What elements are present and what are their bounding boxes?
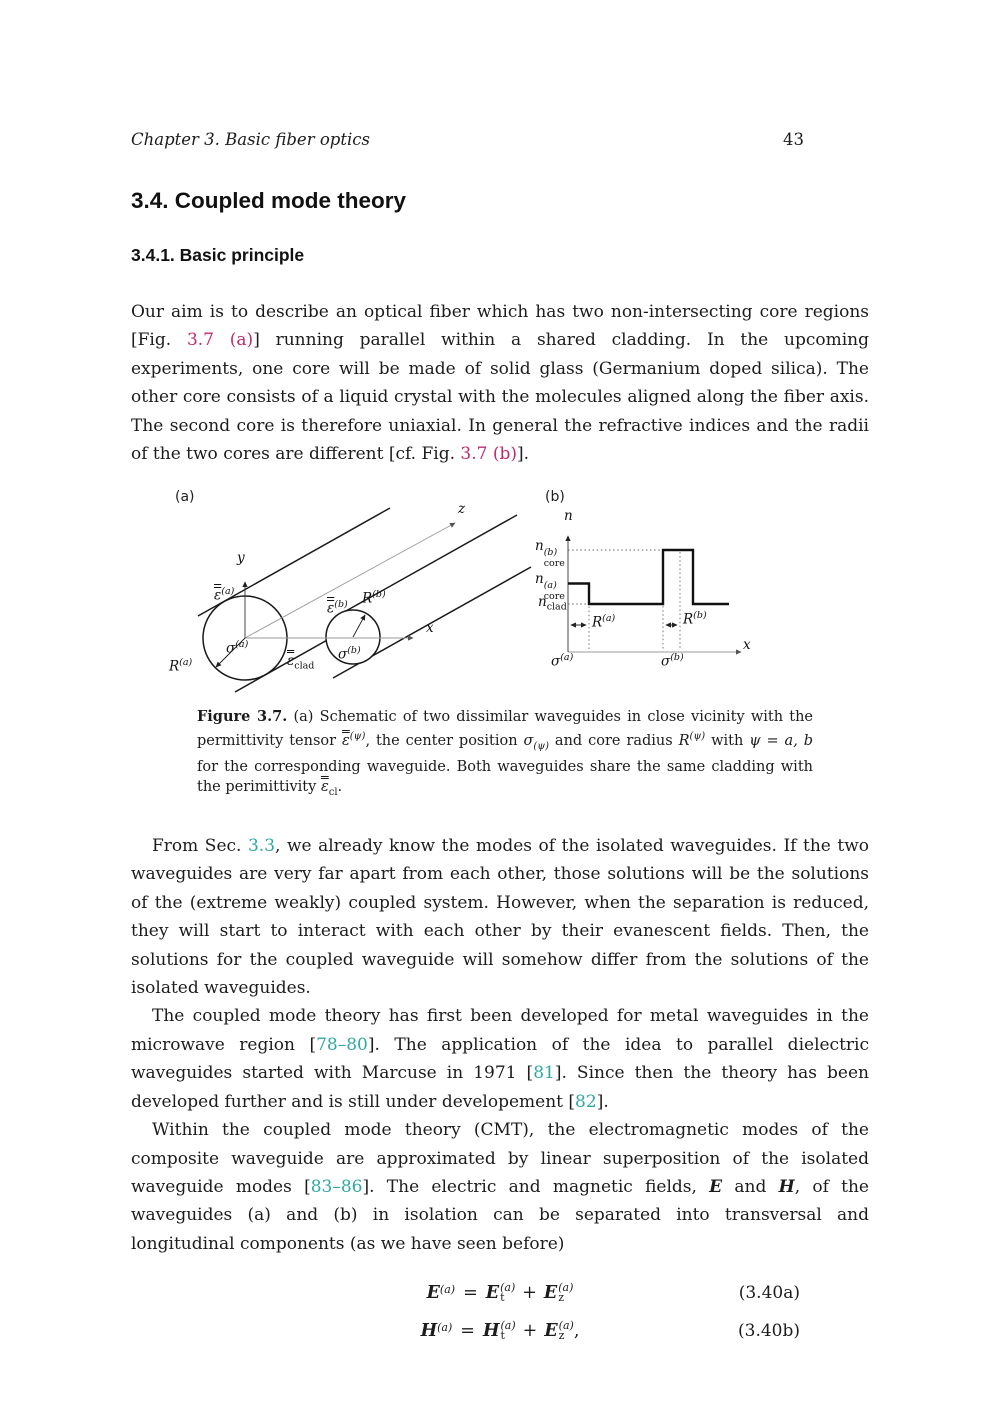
- paragraph-intro: [131, 298, 869, 468]
- epsilon-symbol: ε: [342, 733, 350, 750]
- punctuation: ,: [573, 1321, 580, 1342]
- subfigure-a-tag: (a): [175, 489, 195, 506]
- center-b-label: [338, 646, 361, 662]
- superscript: (a): [437, 1320, 453, 1334]
- text-run: From Sec.: [152, 836, 248, 857]
- epsilon-cl-math: [320, 779, 338, 799]
- caption-label: Figure 3.7.: [197, 708, 288, 726]
- superscript: (a): [500, 1280, 516, 1294]
- sup-sub-stack: [544, 548, 565, 568]
- R-symbol: R: [678, 733, 690, 750]
- text-run: ] running parallel within a shared cladding. In the upcoming experiments, one core will be made of solid glass (Germanium doped silica). The other core consists of a liquid crystal with the molecules aligned along the fiber axis. The second core is therefore uniaxial. In general the refractive indices and the radii of the two cores are different [cf. Fig.: [131, 330, 869, 465]
- n-axis-label: n: [564, 508, 573, 525]
- superscript: (a): [602, 613, 616, 625]
- citation-83-86[interactable]: 83–86: [310, 1176, 363, 1197]
- text-run: , we already know the modes of the isolated waveguides. If the two waveguides are very far apart from each other, those solutions will be the solutions of the (extreme weakly) coupled system. However, when the separation is reduced, they will start to interact with each other by their evanescent fields. Then, the solutions for the coupled waveguide will somehow differ from the solutions of the isolated waveguides.: [131, 836, 869, 999]
- paragraph-history: [131, 1002, 869, 1116]
- sup-sub-stack: [558, 1318, 574, 1343]
- n-symbol: n: [535, 538, 544, 555]
- equation-number: (3.40b): [738, 1321, 800, 1342]
- text-run: Our aim is to describe an optical fiber which has two non-intersecting core regions [Fig.: [131, 302, 869, 351]
- subscript: z: [558, 1329, 565, 1343]
- page-number: 43: [783, 130, 804, 149]
- text-run: ]. Since then the theory has been developed further and is still under developement [: [131, 1063, 869, 1112]
- superscript: (a): [558, 1318, 574, 1332]
- plus-sign: +: [522, 1283, 537, 1304]
- text-run: ]. The application of the idea to parallel dielectric waveguides started with Marcuse in 1971 [: [131, 1034, 869, 1084]
- superscript: (a): [558, 1280, 574, 1294]
- superscript: (a): [543, 580, 557, 592]
- z-axis-label: z: [458, 501, 466, 518]
- superscript: (b): [334, 599, 348, 611]
- R-symbol: R: [362, 590, 373, 607]
- equation-math: [426, 1280, 574, 1305]
- sigma-a-tick-label: [551, 653, 573, 669]
- epsilon-symbol: ε: [320, 779, 329, 796]
- R-symbol: R: [592, 614, 603, 631]
- superscript: (a): [221, 586, 235, 598]
- n-symbol: n: [535, 571, 544, 588]
- superscript: (a): [500, 1318, 516, 1332]
- text-run: for the corresponding waveguide. Both waveguides share the same cladding with the perimittivity: [197, 759, 813, 796]
- section-ref-3-3[interactable]: 3.3: [247, 836, 276, 857]
- figure-ref-3-7b[interactable]: 3.7 (b): [460, 444, 517, 465]
- subscript: core: [543, 557, 565, 569]
- text-run: .: [337, 779, 343, 796]
- equation-3-40b: [131, 1312, 869, 1350]
- subscript: clad: [294, 661, 315, 673]
- cladding-permittivity-label: [287, 655, 314, 671]
- radius-b-extent-label: [683, 611, 707, 627]
- sup-sub-stack: [558, 1280, 574, 1305]
- running-title: Chapter 3. Basic fiber optics: [131, 130, 370, 149]
- plus-sign: +: [522, 1321, 538, 1342]
- x-axis-label: x: [426, 620, 434, 637]
- text-run: and core radius: [549, 733, 679, 750]
- epsilon-symbol: ε: [327, 600, 335, 617]
- n-core-b-tick-label: [535, 540, 565, 568]
- sup-sub-stack: [500, 1280, 516, 1305]
- text-run: ].: [596, 1091, 609, 1112]
- sigma-psi-math: [523, 733, 550, 753]
- subscript: core: [543, 590, 565, 602]
- radius-b-label: [362, 590, 386, 606]
- superscript: (a): [560, 652, 574, 664]
- superscript: (a): [235, 639, 249, 651]
- superscript: (b): [372, 589, 386, 601]
- lhs-symbol: H: [420, 1321, 438, 1342]
- page-header: [131, 130, 869, 152]
- superscript: (b): [347, 645, 361, 657]
- n-symbol: n: [538, 594, 547, 611]
- term-symbol: E: [543, 1283, 558, 1304]
- permittivity-b-label: [327, 600, 348, 616]
- y-axis-label: y: [237, 550, 245, 567]
- center-a-label: [226, 640, 248, 656]
- term-symbol: H: [482, 1321, 500, 1342]
- index-profile-plot: [535, 490, 845, 703]
- n-clad-tick-label: [538, 596, 567, 612]
- sigma-symbol: σ: [338, 646, 348, 663]
- superscript: (b): [670, 652, 684, 664]
- subsection-heading: 3.4.1. Basic principle: [131, 245, 305, 265]
- text-run: and: [722, 1176, 779, 1197]
- R-symbol: R: [683, 611, 694, 628]
- psi-equals-ab-math: ψ = a, b: [749, 733, 813, 750]
- figure-3-7b-index-profile: [535, 490, 845, 703]
- sigma-symbol: σ: [661, 653, 671, 670]
- subfigure-b-tag: (b): [545, 489, 565, 506]
- subscript: t: [500, 1291, 505, 1305]
- epsilon-psi-math: [342, 733, 365, 749]
- equation-3-40a: [131, 1274, 869, 1312]
- epsilon-symbol: ε: [287, 653, 295, 670]
- refractive-index-profile: [568, 550, 729, 604]
- subscript: cl: [328, 787, 338, 799]
- permittivity-a-label: [214, 587, 234, 603]
- sigma-symbol: σ: [226, 640, 236, 657]
- subscript: clad: [546, 602, 567, 614]
- sigma-symbol: σ: [523, 733, 534, 750]
- epsilon-symbol: ε: [214, 587, 222, 604]
- E-field-symbol: E: [709, 1176, 723, 1197]
- equals-sign: =: [463, 1283, 478, 1304]
- section-heading: 3.4. Coupled mode theory: [131, 188, 407, 213]
- superscript: (ψ): [689, 731, 706, 743]
- superscript: (b): [693, 610, 707, 622]
- figure-ref-3-7a[interactable]: 3.7 (a): [186, 330, 254, 351]
- citation-78-80[interactable]: 78–80: [316, 1034, 368, 1055]
- sigma-symbol: σ: [551, 653, 561, 670]
- sup-sub-stack: [500, 1318, 516, 1343]
- figure-caption: [197, 707, 813, 803]
- figure-3-7: [131, 490, 869, 703]
- term-symbol: E: [485, 1283, 500, 1304]
- text-run: , the center position: [365, 733, 524, 750]
- H-field-symbol: H: [778, 1176, 795, 1197]
- figure-3-7a-schematic: [165, 490, 545, 703]
- x-axis-label: x: [743, 637, 751, 654]
- equation-math: [420, 1318, 580, 1343]
- citation-82[interactable]: 82: [575, 1091, 597, 1112]
- equation-block: [131, 1274, 869, 1350]
- sigma-b-tick-label: [661, 653, 684, 669]
- subscript: z: [558, 1291, 565, 1305]
- superscript: (a): [439, 1282, 456, 1296]
- superscript: (b): [543, 547, 558, 559]
- plot-axes: [568, 536, 741, 652]
- R-symbol: R: [169, 658, 180, 675]
- R-psi-math: [679, 733, 706, 749]
- equals-sign: =: [460, 1321, 475, 1342]
- text-run: ]. The electric and magnetic fields,: [362, 1176, 710, 1197]
- superscript: (a): [179, 657, 193, 669]
- text-run: ].: [517, 444, 530, 465]
- subscript: (ψ): [533, 741, 550, 753]
- paragraph-modes: [131, 832, 869, 1002]
- term-symbol: E: [544, 1321, 558, 1342]
- paragraph-cmt: [131, 1116, 869, 1258]
- subscript: t: [500, 1329, 505, 1343]
- radius-a-extent-label: [592, 614, 615, 630]
- lhs-symbol: E: [426, 1283, 440, 1304]
- superscript: (ψ): [349, 731, 366, 743]
- text-run: Within the coupled mode theory (CMT), the electromagnetic modes of the composite waveguide are approximated by linear superposition of the isolated waveguide modes [: [131, 1120, 869, 1197]
- radius-a-label: [169, 658, 192, 674]
- text-run: (a) Schematic of two dissimilar waveguides in close vicinity with the permittivity tensor: [197, 709, 814, 750]
- text-run: , of the waveguides (a) and (b) in isolation can be separated into transversal and longitudinal components (as we have seen before): [131, 1176, 869, 1254]
- equation-number: (3.40a): [738, 1283, 800, 1304]
- citation-81[interactable]: 81: [533, 1063, 555, 1084]
- text-run: with: [705, 733, 750, 750]
- text-run: The coupled mode theory has first been developed for metal waveguides in the microwave region [: [131, 1006, 869, 1055]
